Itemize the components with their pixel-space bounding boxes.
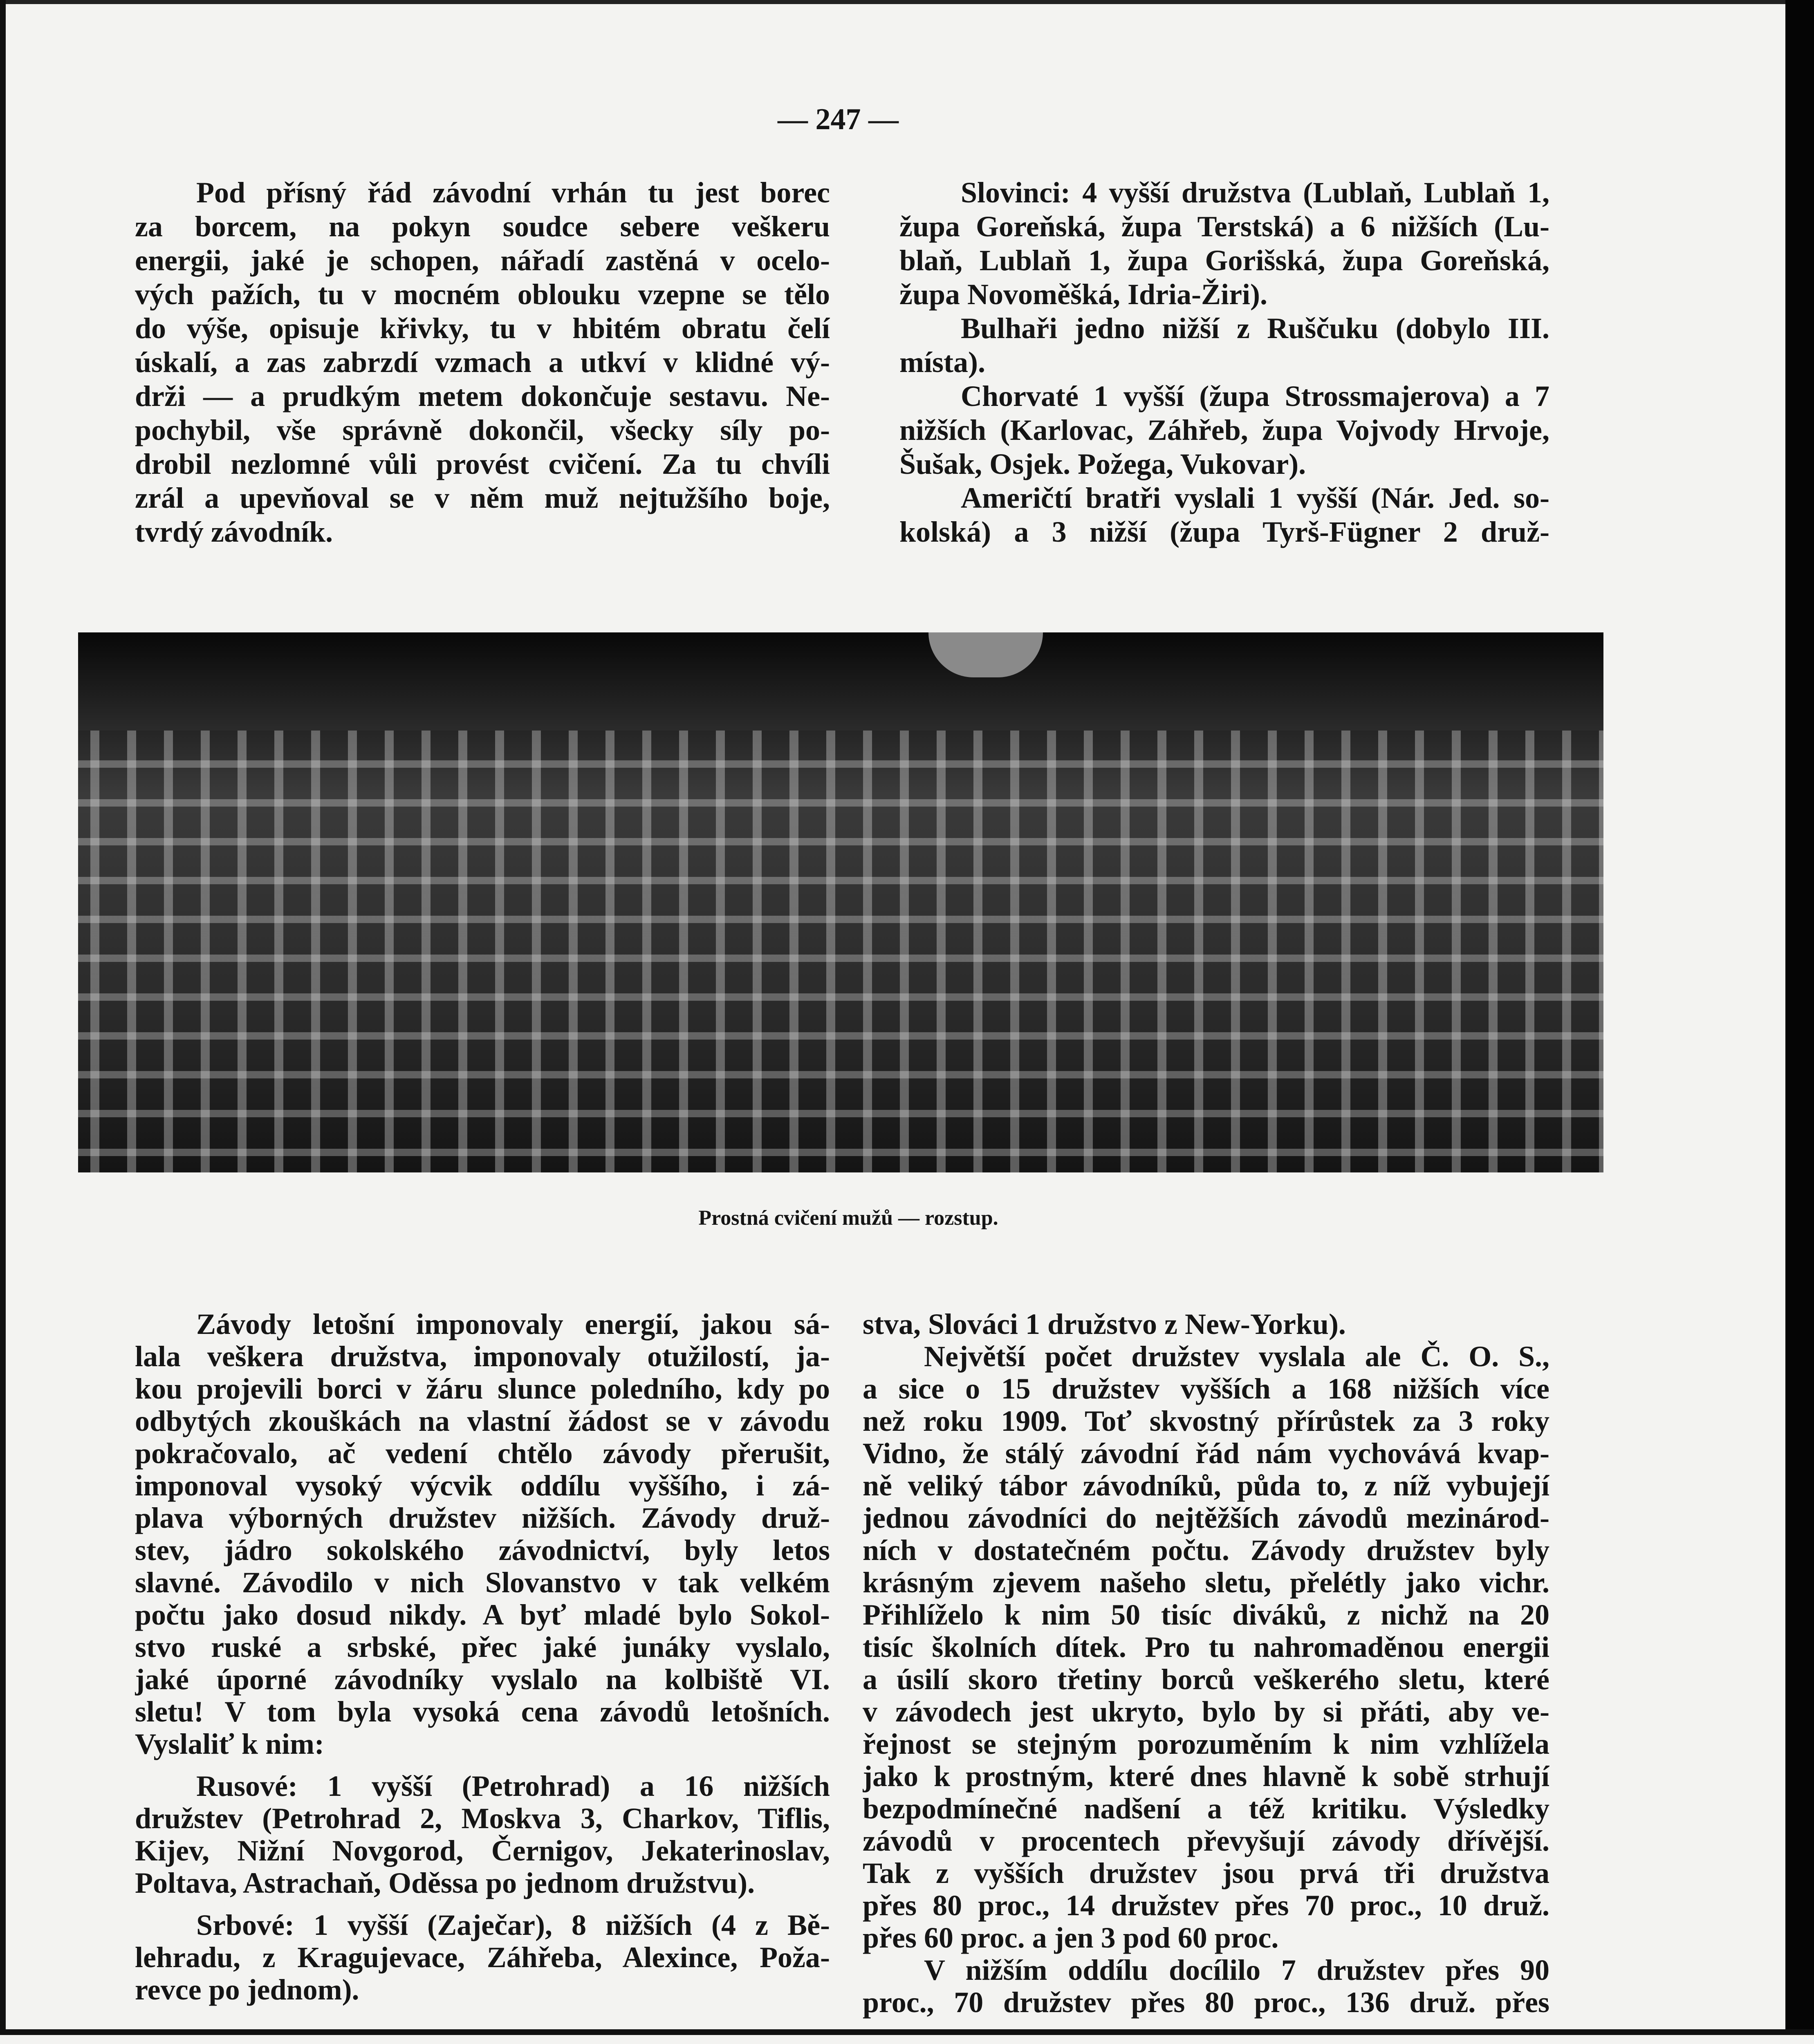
text-line: Největší počet družstev vyslala ale Č. O. S., — [924, 1340, 1549, 1373]
text-line: župa Novoměšká, Idria-Žiri). — [899, 278, 1267, 311]
text-line: ně veliký tábor závodníků, půda to, z níž vybujejí — [863, 1470, 1549, 1502]
paragraph — [135, 1770, 830, 1899]
text-line: Vyslaliť k nim: — [135, 1728, 324, 1760]
text-line: Závody letošní imponovaly energií, jakou sá- — [196, 1308, 830, 1340]
paragraph — [899, 176, 1549, 312]
paragraph — [863, 1340, 1549, 1954]
text-line: Vidno, že stálý závodní řád nám vychovává kvap- — [863, 1437, 1549, 1470]
text-line: zrál a upevňoval se v něm muž nejtužšího boje, — [135, 482, 830, 514]
paragraph — [899, 379, 1549, 481]
scan-border-left — [0, 0, 6, 2035]
text-line: lala veškera družstva, imponovaly otužilostí, ja- — [135, 1340, 830, 1373]
text-line: tvrdý závodník. — [135, 515, 333, 548]
text-line: bezpodmínečné nadšení a též kritiku. Výsledky — [863, 1793, 1549, 1825]
column-top-left — [135, 176, 830, 549]
text-line: přes 60 proc. a jen 3 pod 60 proc. — [863, 1922, 1279, 1954]
text-line: stvo ruské a srbské, přec jaké junáky vyslalo, — [135, 1631, 830, 1663]
text-line: místa). — [899, 346, 985, 379]
text-line: stva, Slováci 1 družstvo z New-Yorku). — [863, 1308, 1346, 1340]
scan-border-top — [0, 0, 1814, 4]
paragraph — [899, 312, 1549, 379]
text-line: družstev (Petrohrad 2, Moskva 3, Charkov, Tiflis, — [135, 1802, 830, 1835]
text-line: slavné. Závodilo v nich Slovanstvo v tak velkém — [135, 1567, 830, 1599]
text-line: drži — a prudkým metem dokončuje sestavu. Ne- — [135, 380, 830, 412]
text-line: ních v dostatečném počtu. Závody družstev byly — [863, 1534, 1549, 1567]
text-line: v závodech jest ukryto, bylo by si přáti, aby ve- — [863, 1696, 1549, 1728]
paragraph — [863, 1954, 1549, 2019]
text-line: sletu! V tom byla vysoká cena závodů letošních. — [135, 1696, 830, 1728]
text-line: vých pažích, tu v mocném oblouku vzepne se tělo — [135, 278, 830, 311]
column-bottom-right — [863, 1308, 1549, 2019]
text-line: kou projevili borci v žáru slunce poledního, kdy po — [135, 1373, 830, 1405]
text-line: počtu jako dosud nikdy. A byť mladé bylo Sokol- — [135, 1599, 830, 1631]
text-line: plava výborných družstev nižších. Závody druž- — [135, 1502, 830, 1534]
text-line: Chorvaté 1 vyšší (župa Strossmajerova) a 7 — [961, 380, 1549, 412]
scan-border-right — [1785, 0, 1814, 2035]
text-line: Tak z vyšších družstev jsou prvá tři družstva — [863, 1857, 1549, 1889]
paragraph — [899, 481, 1549, 549]
text-line: úskalí, a zas zabrzdí vzmach a utkví v klidné vý- — [135, 346, 830, 379]
text-line: než roku 1909. Toť skvostný přírůstek za 3 roky — [863, 1405, 1549, 1437]
text-line: do výše, opisuje křivky, tu v hbitém obratu čelí — [135, 312, 830, 345]
text-line: za borcem, na pokyn soudce sebere veškeru — [135, 210, 830, 243]
paragraph — [135, 1909, 830, 2006]
paragraph — [135, 1308, 830, 1760]
text-line: Kijev, Nižní Novgorod, Černigov, Jekaterinoslav, — [135, 1835, 830, 1867]
text-line: Poltava, Astrachaň, Oděssa po jednom družstvu). — [135, 1867, 755, 1899]
text-line: Srbové: 1 vyšší (Zaječar), 8 nižších (4 z Bě- — [196, 1909, 830, 1941]
text-line: nižších (Karlovac, Záhřeb, župa Vojvody Hrvoje, — [899, 414, 1549, 446]
text-line: V nižším oddílu docílilo 7 družstev přes 90 — [924, 1954, 1549, 1986]
text-line: župa Goreňská, župa Terstská) a 6 nižších (Lu- — [899, 210, 1549, 243]
text-line: energii, jaké je schopen, nářadí zastěná v ocelo- — [135, 244, 830, 277]
text-line: závodů v procentech převyšují závody dřívější. — [863, 1825, 1549, 1857]
text-line: a sice o 15 družstev vyšších a 168 nižších více — [863, 1373, 1549, 1405]
scan-border-bottom — [0, 2029, 1814, 2035]
text-line: Pod přísný řád závodní vrhán tu jest borec — [196, 176, 830, 209]
paragraph — [135, 176, 830, 549]
text-line: řejnost se stejným porozuměním k nim vzhlížela — [863, 1728, 1549, 1760]
text-line: stev, jádro sokolského závodnictví, byly letos — [135, 1534, 830, 1567]
text-line: Američtí bratři vyslali 1 vyšší (Nár. Jed. so- — [961, 482, 1549, 514]
text-line: krásným zjevem našeho sletu, přelétly jako vichr. — [863, 1567, 1549, 1599]
text-line: proc., 70 družstev přes 80 proc., 136 druž. přes — [863, 1986, 1549, 2019]
text-line: jaké úporné závodníky vyslalo na kolbiště VI. — [135, 1663, 830, 1696]
text-line: kolská) a 3 nižší (župa Tyrš-Fügner 2 druž- — [899, 515, 1549, 548]
text-line: revce po jednom). — [135, 1974, 359, 2006]
text-line: lehradu, z Kragujevace, Záhřeba, Alexince, Poža- — [135, 1941, 830, 1974]
column-top-right — [899, 176, 1549, 549]
column-bottom-left — [135, 1308, 830, 2006]
text-line: pokračovalo, ač vedení chtělo závody přerušit, — [135, 1437, 830, 1470]
photo-caption: Prostná cvičení mužů — rozstup. — [698, 1206, 998, 1230]
text-line: Šušak, Osjek. Požega, Vukovar). — [899, 448, 1306, 480]
photo-mass-exercise — [78, 632, 1603, 1172]
text-line: Slovinci: 4 vyšší družstva (Lublaň, Lublaň 1, — [961, 176, 1549, 209]
text-line: tisíc školních dítek. Pro tu nahromaděnou energii — [863, 1631, 1549, 1663]
text-line: přes 80 proc., 14 družstev přes 70 proc., 10 druž. — [863, 1889, 1549, 1922]
text-line: Rusové: 1 vyšší (Petrohrad) a 16 nižších — [196, 1770, 830, 1802]
page-number: — 247 — — [778, 103, 899, 136]
text-line: Přihlíželo k nim 50 tisíc diváků, z nichž na 20 — [863, 1599, 1549, 1631]
paragraph — [863, 1308, 1549, 1340]
text-line: blaň, Lublaň 1, župa Gorišská, župa Goreňská, — [899, 244, 1549, 277]
text-line: imponoval vysoký výcvik oddílu vyššího, i zá- — [135, 1470, 830, 1502]
text-line: odbytých zkouškách na vlastní žádost se v závodu — [135, 1405, 830, 1437]
photo-crowd — [78, 632, 1603, 731]
text-line: drobil nezlomné vůli provést cvičení. Za tu chvíli — [135, 448, 830, 480]
text-line: pochybil, vše správně dokončil, všecky síly po- — [135, 414, 830, 446]
text-line: a úsilí skoro třetiny borců veškerého sletu, které — [863, 1663, 1549, 1696]
text-line: jako k prostným, které dnes hlavně k sobě strhují — [863, 1760, 1549, 1793]
text-line: jednou závodníci do nejtěžších závodů mezinárod- — [863, 1502, 1549, 1534]
text-line: Bulhaři jedno nižší z Ruščuku (dobylo III. — [961, 312, 1549, 345]
